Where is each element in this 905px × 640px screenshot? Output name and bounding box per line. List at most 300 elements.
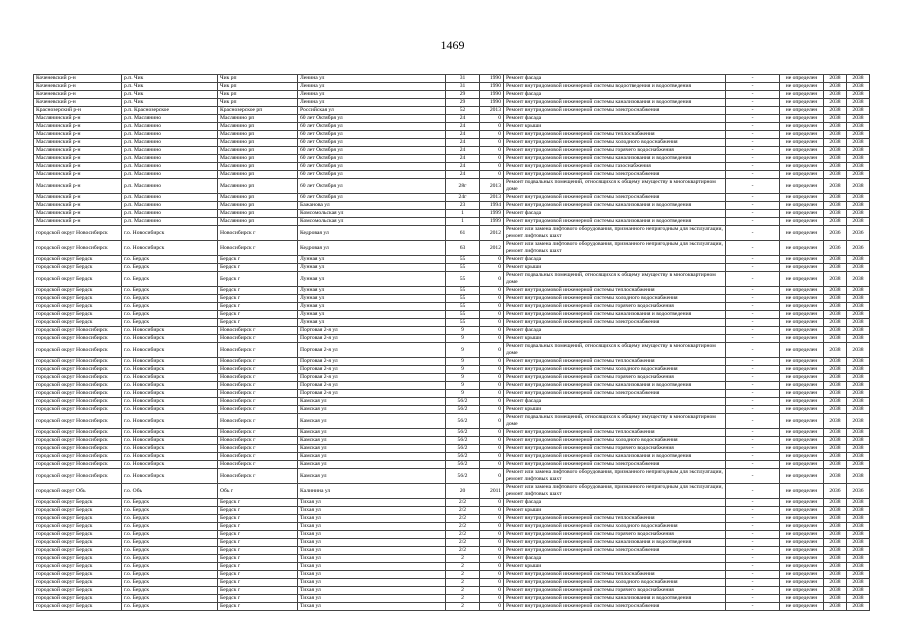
municipality-cell: городской округ Новосибирск — [34, 453, 122, 461]
status-cell: не определен — [780, 83, 824, 91]
end-year-cell: 2038 — [847, 311, 870, 319]
status-cell: не определен — [780, 202, 824, 210]
table-row — [34, 202, 870, 210]
municipality-cell: городской округ Новосибирск — [34, 445, 122, 453]
street-cell: Камская ул — [298, 453, 446, 461]
year-cell: 0 — [480, 171, 504, 179]
year-cell: 0 — [480, 295, 504, 303]
table-row — [34, 555, 870, 563]
dash-cell: - — [726, 579, 780, 587]
start-year-cell: 2038 — [824, 453, 847, 461]
municipality-cell: Маслянинский р-н — [34, 139, 122, 147]
street-cell: Тихая ул — [298, 571, 446, 579]
street-cell: Комсомольская ул — [298, 210, 446, 218]
street-cell: Лунная ул — [298, 256, 446, 264]
locality-cell: Бердск г — [218, 311, 298, 319]
status-cell: не определен — [780, 366, 824, 374]
start-year-cell: 2038 — [824, 75, 847, 83]
settlement-cell: р.п. Маслянино — [122, 147, 218, 155]
house-number-cell: 55 — [446, 264, 480, 272]
work-type-cell: Ремонт фасада — [504, 256, 726, 264]
status-cell: не определен — [780, 319, 824, 327]
locality-cell: Новосибирск г — [218, 382, 298, 390]
year-cell: 1990 — [480, 99, 504, 107]
street-cell: Лунная ул — [298, 287, 446, 295]
year-cell: 1994 — [480, 202, 504, 210]
year-cell: 0 — [480, 531, 504, 539]
street-cell: Тихая ул — [298, 579, 446, 587]
end-year-cell: 2038 — [847, 563, 870, 571]
street-cell: Камская ул — [298, 429, 446, 437]
start-year-cell: 2038 — [824, 571, 847, 579]
street-cell: 60 лет Октября ул — [298, 147, 446, 155]
house-number-cell: 9 — [446, 335, 480, 343]
start-year-cell: 2038 — [824, 210, 847, 218]
municipality-cell: городской округ Бердск — [34, 499, 122, 507]
municipality-cell: Маслянинский р-н — [34, 163, 122, 171]
settlement-cell: г.о. Новосибирск — [122, 366, 218, 374]
year-cell: 1990 — [480, 83, 504, 91]
house-number-cell: 29 — [446, 91, 480, 99]
work-type-cell: Ремонт внутридомовой инженерной системы канализования и водоотведения — [504, 155, 726, 163]
year-cell: 0 — [480, 461, 504, 469]
table-row — [34, 99, 870, 107]
locality-cell: Маслянино рп — [218, 123, 298, 131]
municipality-cell: Маслянинский р-н — [34, 123, 122, 131]
street-cell: Ленина ул — [298, 99, 446, 107]
street-cell: Тихая ул — [298, 507, 446, 515]
municipality-cell: городской округ Новосибирск — [34, 358, 122, 366]
settlement-cell: р.п. Маслянино — [122, 163, 218, 171]
settlement-cell: г.о. Новосибирск — [122, 241, 218, 256]
municipality-cell: Краснозерский р-н — [34, 107, 122, 115]
house-number-cell: 55 — [446, 272, 480, 287]
municipality-cell: городской округ Бердск — [34, 555, 122, 563]
table-row — [34, 429, 870, 437]
house-number-cell: 2/2 — [446, 523, 480, 531]
start-year-cell: 2038 — [824, 579, 847, 587]
street-cell: Российская ул — [298, 107, 446, 115]
start-year-cell: 2038 — [824, 563, 847, 571]
work-type-cell: Ремонт крыши — [504, 563, 726, 571]
settlement-cell: р.п. Чик — [122, 75, 218, 83]
house-number-cell: 31 — [446, 75, 480, 83]
start-year-cell: 2038 — [824, 107, 847, 115]
street-cell: Камская ул — [298, 461, 446, 469]
dash-cell: - — [726, 366, 780, 374]
street-cell: Портовая 2-я ул — [298, 358, 446, 366]
status-cell: не определен — [780, 390, 824, 398]
settlement-cell: г.о. Бердск — [122, 595, 218, 603]
house-number-cell: 1 — [446, 218, 480, 226]
municipality-cell: городской округ Новосибирск — [34, 414, 122, 429]
year-cell: 0 — [480, 547, 504, 555]
work-type-cell: Ремонт подвальных помещений, относящихся к общему имуществу в многоквартирном доме — [504, 179, 726, 194]
locality-cell: Маслянино рп — [218, 194, 298, 202]
table-row — [34, 147, 870, 155]
status-cell: не определен — [780, 445, 824, 453]
locality-cell: Маслянино рп — [218, 202, 298, 210]
settlement-cell: г.о. Бердск — [122, 507, 218, 515]
year-cell: 0 — [480, 499, 504, 507]
house-number-cell: 52 — [446, 107, 480, 115]
work-type-cell: Ремонт или замена лифтового оборудования, признанного непригодным для эксплуатации, ремонт лифтовых шахт — [504, 241, 726, 256]
end-year-cell: 2038 — [847, 115, 870, 123]
status-cell: не определен — [780, 484, 824, 499]
house-number-cell: 24 — [446, 123, 480, 131]
locality-cell: Новосибирск г — [218, 445, 298, 453]
street-cell: 60 лет Октября ул — [298, 115, 446, 123]
status-cell: не определен — [780, 406, 824, 414]
house-number-cell: 61 — [446, 226, 480, 241]
year-cell: 0 — [480, 115, 504, 123]
start-year-cell: 2038 — [824, 115, 847, 123]
house-number-cell: 9 — [446, 382, 480, 390]
year-cell: 0 — [480, 382, 504, 390]
work-type-cell: Ремонт или замена лифтового оборудования, признанного непригодным для эксплуатации, ремонт лифтовых шахт — [504, 484, 726, 499]
street-cell: Камская ул — [298, 406, 446, 414]
municipality-cell: городской округ Бердск — [34, 523, 122, 531]
end-year-cell: 2038 — [847, 179, 870, 194]
house-number-cell: 2 — [446, 587, 480, 595]
end-year-cell: 2038 — [847, 194, 870, 202]
work-type-cell: Ремонт внутридомовой инженерной системы электроснабжения — [504, 390, 726, 398]
dash-cell: - — [726, 484, 780, 499]
work-type-cell: Ремонт внутридомовой инженерной системы теплоснабжения — [504, 515, 726, 523]
table-row — [34, 115, 870, 123]
table-row — [34, 366, 870, 374]
start-year-cell: 2038 — [824, 147, 847, 155]
work-type-cell: Ремонт внутридомовой инженерной системы водоотведения и водоотведения — [504, 83, 726, 91]
year-cell: 2012 — [480, 226, 504, 241]
street-cell: Бажанова ул — [298, 202, 446, 210]
year-cell: 0 — [480, 453, 504, 461]
settlement-cell: г.о. Бердск — [122, 256, 218, 264]
municipality-cell: городской округ Бердск — [34, 531, 122, 539]
house-number-cell: 55 — [446, 319, 480, 327]
table-row — [34, 390, 870, 398]
settlement-cell: г.о. Бердск — [122, 515, 218, 523]
house-number-cell: 56/2 — [446, 437, 480, 445]
start-year-cell: 2038 — [824, 499, 847, 507]
dash-cell: - — [726, 414, 780, 429]
start-year-cell: 2036 — [824, 226, 847, 241]
house-number-cell: 2/2 — [446, 515, 480, 523]
municipality-cell: городской округ Бердск — [34, 547, 122, 555]
locality-cell: Новосибирск г — [218, 358, 298, 366]
street-cell: 60 лет Октября ул — [298, 155, 446, 163]
settlement-cell: г.о. Бердск — [122, 579, 218, 587]
locality-cell: Бердск г — [218, 587, 298, 595]
status-cell: не определен — [780, 147, 824, 155]
table-row — [34, 241, 870, 256]
street-cell: 60 лет Октября ул — [298, 123, 446, 131]
dash-cell: - — [726, 287, 780, 295]
house-number-cell: 24 — [446, 163, 480, 171]
street-cell: Комсомольская ул — [298, 218, 446, 226]
locality-cell: Бердск г — [218, 555, 298, 563]
street-cell: 60 лет Октября ул — [298, 179, 446, 194]
work-type-cell: Ремонт внутридомовой инженерной системы горячего водоснабжения — [504, 445, 726, 453]
start-year-cell: 2038 — [824, 461, 847, 469]
house-number-cell: 9 — [446, 374, 480, 382]
settlement-cell: г.о. Бердск — [122, 571, 218, 579]
settlement-cell: г.о. Новосибирск — [122, 453, 218, 461]
dash-cell: - — [726, 382, 780, 390]
settlement-cell: р.п. Маслянино — [122, 155, 218, 163]
end-year-cell: 2038 — [847, 523, 870, 531]
work-type-cell: Ремонт внутридомовой инженерной системы электроснабжения — [504, 603, 726, 611]
house-number-cell: 2 — [446, 595, 480, 603]
dash-cell: - — [726, 523, 780, 531]
house-number-cell: 9 — [446, 366, 480, 374]
status-cell: не определен — [780, 123, 824, 131]
table-row — [34, 218, 870, 226]
start-year-cell: 2038 — [824, 83, 847, 91]
status-cell: не определен — [780, 382, 824, 390]
year-cell: 0 — [480, 555, 504, 563]
work-type-cell: Ремонт внутридомовой инженерной системы канализования и водоотведения — [504, 539, 726, 547]
locality-cell: Бердск г — [218, 523, 298, 531]
table-body — [34, 75, 870, 611]
house-number-cell: 56/2 — [446, 445, 480, 453]
status-cell: не определен — [780, 163, 824, 171]
year-cell: 0 — [480, 398, 504, 406]
house-number-cell: 9 — [446, 358, 480, 366]
municipality-cell: городской округ Бердск — [34, 571, 122, 579]
street-cell: Камская ул — [298, 445, 446, 453]
table-row — [34, 382, 870, 390]
municipality-cell: городской округ Бердск — [34, 539, 122, 547]
year-cell: 0 — [480, 147, 504, 155]
dash-cell: - — [726, 461, 780, 469]
street-cell: Кедровая ул — [298, 241, 446, 256]
municipality-cell: городской округ Бердск — [34, 507, 122, 515]
dash-cell: - — [726, 155, 780, 163]
start-year-cell: 2038 — [824, 194, 847, 202]
status-cell: не определен — [780, 531, 824, 539]
start-year-cell: 2036 — [824, 484, 847, 499]
locality-cell: Маслянино рп — [218, 155, 298, 163]
table-row — [34, 523, 870, 531]
year-cell: 0 — [480, 311, 504, 319]
dash-cell: - — [726, 123, 780, 131]
settlement-cell: г.о. Новосибирск — [122, 437, 218, 445]
municipality-cell: городской округ Бердск — [34, 319, 122, 327]
settlement-cell: р.п. Маслянино — [122, 171, 218, 179]
house-number-cell: 24 — [446, 147, 480, 155]
table-row — [34, 171, 870, 179]
settlement-cell: р.п. Чик — [122, 91, 218, 99]
start-year-cell: 2038 — [824, 366, 847, 374]
municipality-cell: городской округ Новосибирск — [34, 226, 122, 241]
year-cell: 0 — [480, 131, 504, 139]
settlement-cell: г.о. Бердск — [122, 499, 218, 507]
status-cell: не определен — [780, 499, 824, 507]
table-row — [34, 139, 870, 147]
start-year-cell: 2038 — [824, 603, 847, 611]
table-row — [34, 155, 870, 163]
table-row — [34, 272, 870, 287]
municipality-cell: Коченевский р-н — [34, 83, 122, 91]
table-row — [34, 327, 870, 335]
house-number-cell: 24г — [446, 194, 480, 202]
end-year-cell: 2038 — [847, 335, 870, 343]
house-number-cell: 2/2 — [446, 547, 480, 555]
locality-cell: Бердск г — [218, 571, 298, 579]
locality-cell: Новосибирск г — [218, 398, 298, 406]
locality-cell: Бердск г — [218, 287, 298, 295]
year-cell: 2012 — [480, 241, 504, 256]
end-year-cell: 2038 — [847, 587, 870, 595]
dash-cell: - — [726, 83, 780, 91]
municipality-cell: городской округ Бердск — [34, 587, 122, 595]
work-type-cell: Ремонт или замена лифтового оборудования, признанного непригодным для эксплуатации, ремонт лифтовых шахт — [504, 469, 726, 484]
year-cell: 0 — [480, 406, 504, 414]
dash-cell: - — [726, 555, 780, 563]
status-cell: не определен — [780, 343, 824, 358]
municipality-cell: городской округ Бердск — [34, 272, 122, 287]
dash-cell: - — [726, 115, 780, 123]
work-type-cell: Ремонт внутридомовой инженерной системы горячего водоснабжения — [504, 587, 726, 595]
status-cell: не определен — [780, 303, 824, 311]
end-year-cell: 2038 — [847, 437, 870, 445]
locality-cell: Бердск г — [218, 547, 298, 555]
work-type-cell: Ремонт крыши — [504, 507, 726, 515]
locality-cell: Бердск г — [218, 272, 298, 287]
start-year-cell: 2038 — [824, 414, 847, 429]
end-year-cell: 2038 — [847, 398, 870, 406]
work-type-cell: Ремонт фасада — [504, 499, 726, 507]
dash-cell: - — [726, 295, 780, 303]
dash-cell: - — [726, 311, 780, 319]
street-cell: Лунная ул — [298, 295, 446, 303]
start-year-cell: 2038 — [824, 287, 847, 295]
start-year-cell: 2038 — [824, 256, 847, 264]
dash-cell: - — [726, 202, 780, 210]
settlement-cell: р.п. Маслянино — [122, 210, 218, 218]
house-number-cell: 55 — [446, 287, 480, 295]
municipality-cell: городской округ Бердск — [34, 295, 122, 303]
dash-cell: - — [726, 131, 780, 139]
settlement-cell: г.о. Бердск — [122, 319, 218, 327]
work-type-cell: Ремонт внутридомовой инженерной системы холодного водоснабжения — [504, 523, 726, 531]
work-type-cell: Ремонт внутридомовой инженерной системы горячего водоснабжения — [504, 303, 726, 311]
locality-cell: Чик рп — [218, 83, 298, 91]
locality-cell: Бердск г — [218, 539, 298, 547]
settlement-cell: р.п. Маслянино — [122, 202, 218, 210]
house-number-cell: 2/2 — [446, 539, 480, 547]
house-number-cell: 56/2 — [446, 469, 480, 484]
end-year-cell: 2038 — [847, 163, 870, 171]
street-cell: Портовая 2-я ул — [298, 382, 446, 390]
locality-cell: Обь г — [218, 484, 298, 499]
year-cell: 0 — [480, 515, 504, 523]
locality-cell: Бердск г — [218, 579, 298, 587]
locality-cell: Новосибирск г — [218, 429, 298, 437]
status-cell: не определен — [780, 563, 824, 571]
work-type-cell: Ремонт фасада — [504, 555, 726, 563]
year-cell: 0 — [480, 445, 504, 453]
start-year-cell: 2038 — [824, 429, 847, 437]
dash-cell: - — [726, 241, 780, 256]
settlement-cell: г.о. Новосибирск — [122, 461, 218, 469]
status-cell: не определен — [780, 91, 824, 99]
settlement-cell: г.о. Бердск — [122, 603, 218, 611]
dash-cell: - — [726, 499, 780, 507]
status-cell: не определен — [780, 595, 824, 603]
status-cell: не определен — [780, 335, 824, 343]
year-cell: 1999 — [480, 218, 504, 226]
locality-cell: Новосибирск г — [218, 366, 298, 374]
work-type-cell: Ремонт крыши — [504, 335, 726, 343]
work-type-cell: Ремонт внутридомовой инженерной системы горячего водоснабжения — [504, 147, 726, 155]
house-number-cell: 2 — [446, 579, 480, 587]
start-year-cell: 2038 — [824, 539, 847, 547]
street-cell: Тихая ул — [298, 547, 446, 555]
end-year-cell: 2038 — [847, 256, 870, 264]
start-year-cell: 2038 — [824, 555, 847, 563]
house-number-cell: 56/2 — [446, 429, 480, 437]
street-cell: Ленина ул — [298, 83, 446, 91]
end-year-cell: 2038 — [847, 202, 870, 210]
dash-cell: - — [726, 264, 780, 272]
street-cell: Камская ул — [298, 469, 446, 484]
settlement-cell: г.о. Бердск — [122, 264, 218, 272]
locality-cell: Маслянино рп — [218, 218, 298, 226]
start-year-cell: 2038 — [824, 343, 847, 358]
settlement-cell: р.п. Краснозерское — [122, 107, 218, 115]
year-cell: 2013 — [480, 107, 504, 115]
settlement-cell: р.п. Маслянино — [122, 194, 218, 202]
dash-cell: - — [726, 226, 780, 241]
locality-cell: Новосибирск г — [218, 343, 298, 358]
end-year-cell: 2038 — [847, 390, 870, 398]
street-cell: Тихая ул — [298, 555, 446, 563]
table-row — [34, 107, 870, 115]
locality-cell: Новосибирск г — [218, 437, 298, 445]
year-cell: 0 — [480, 272, 504, 287]
status-cell: не определен — [780, 429, 824, 437]
table-row — [34, 131, 870, 139]
work-type-cell: Ремонт внутридомовой инженерной системы горячего водоснабжения — [504, 531, 726, 539]
house-number-cell: 31 — [446, 83, 480, 91]
work-type-cell: Ремонт внутридомовой инженерной системы холодного водоснабжения — [504, 579, 726, 587]
settlement-cell: г.о. Новосибирск — [122, 445, 218, 453]
year-cell: 0 — [480, 571, 504, 579]
start-year-cell: 2038 — [824, 445, 847, 453]
municipality-cell: городской округ Бердск — [34, 287, 122, 295]
municipality-cell: Маслянинский р-н — [34, 147, 122, 155]
year-cell: 0 — [480, 335, 504, 343]
dash-cell: - — [726, 406, 780, 414]
end-year-cell: 2038 — [847, 319, 870, 327]
municipality-cell: Маслянинский р-н — [34, 171, 122, 179]
year-cell: 0 — [480, 327, 504, 335]
street-cell: Портовая 2-я ул — [298, 327, 446, 335]
house-number-cell: 9 — [446, 390, 480, 398]
locality-cell: Новосибирск г — [218, 335, 298, 343]
end-year-cell: 2036 — [847, 241, 870, 256]
dash-cell: - — [726, 437, 780, 445]
year-cell: 0 — [480, 123, 504, 131]
settlement-cell: г.о. Новосибирск — [122, 469, 218, 484]
start-year-cell: 2038 — [824, 469, 847, 484]
work-type-cell: Ремонт внутридомовой инженерной системы теплоснабжения — [504, 429, 726, 437]
municipality-cell: городской округ Новосибирск — [34, 461, 122, 469]
status-cell: не определен — [780, 287, 824, 295]
street-cell: Тихая ул — [298, 603, 446, 611]
